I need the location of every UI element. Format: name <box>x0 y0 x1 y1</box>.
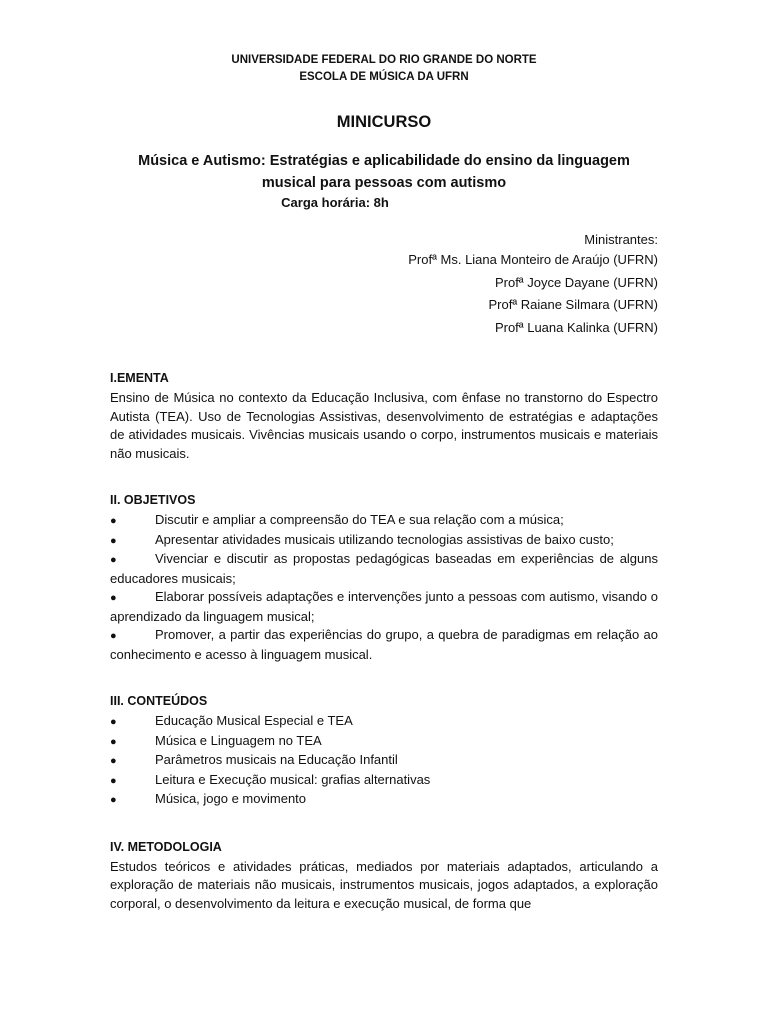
metodologia-heading: IV. METODOLOGIA <box>110 839 222 854</box>
instructors-block <box>110 231 658 339</box>
list-item <box>110 511 658 531</box>
bullet-icon: ● <box>110 554 117 566</box>
list-item-text: Educação Musical Especial e TEA <box>155 713 353 728</box>
list-item-text: Apresentar atividades musicais utilizando tecnologias assistivas de baixo custo; <box>155 531 614 547</box>
conteudos-heading: III. CONTEÚDOS <box>110 694 208 708</box>
instructor-name: Profª Raiane Silmara (UFRN) <box>488 297 658 312</box>
list-item <box>110 712 658 732</box>
school-name: ESCOLA DE MÚSICA DA UFRN <box>299 71 469 83</box>
list-item <box>110 732 658 752</box>
list-item-text: Leitura e Execução musical: grafias alternativas <box>155 771 431 787</box>
university-name: UNIVERSIDADE FEDERAL DO RIO GRANDE DO NORTE <box>231 54 537 66</box>
instructors-heading: Ministrantes: <box>584 232 658 247</box>
bullet-icon: ● <box>110 774 117 787</box>
bullet-icon: ● <box>110 755 117 767</box>
list-item <box>110 771 658 791</box>
metodologia-text: Estudos teóricos e atividades práticas, mediados por materiais adaptados, articulando a exploração de materiais não musicais, instrumentos musicais, jogos adaptados, a exploração corporal, o desenvolvimento da leitura e execução musical, de forma que <box>110 858 658 911</box>
list-item <box>110 626 658 664</box>
list-item <box>110 531 658 551</box>
bullet-icon: ● <box>110 794 117 806</box>
list-item-text: Discutir e ampliar a compreensão do TEA e sua relação com a música; <box>155 512 564 527</box>
bullet-icon: ● <box>110 534 117 547</box>
bullet-icon: ● <box>110 515 117 527</box>
document-title: MINICURSO <box>336 113 432 131</box>
list-item <box>110 790 658 810</box>
list-item-text: Vivenciar e discutir as propostas pedagógicas baseadas em experiências de alguns educadores musicais; <box>110 551 658 586</box>
ementa-text: Ensino de Música no contexto da Educação Inclusiva, com ênfase no transtorno do Espectro Autista (TEA). Uso de Tecnologias Assistivas, desenvolvimento de estratégias e adaptações de atividades musicais. Vivências musicais usando o corpo, instrumentos musicais e materiais não musicais. <box>110 390 658 461</box>
workload: Carga horária: 8h <box>281 195 389 210</box>
instructor-name: Profª Ms. Liana Monteiro de Araújo (UFRN) <box>408 252 658 267</box>
subtitle-line-2: musical para pessoas com autismo <box>261 175 507 191</box>
list-item-text: Promover, a partir das experiências do grupo, a quebra de paradigmas em relação ao conhecimento e acesso à linguagem musical. <box>110 627 658 662</box>
document-page <box>110 52 658 913</box>
course-subtitle <box>110 150 658 194</box>
list-item-text: Música e Linguagem no TEA <box>155 732 322 748</box>
bullet-icon: ● <box>110 592 117 604</box>
subtitle-line-1: Música e Autismo: Estratégias e aplicabilidade do ensino da linguagem <box>138 153 630 169</box>
bullet-icon: ● <box>110 716 117 728</box>
ementa-heading: I.EMENTA <box>110 371 169 385</box>
instructor-name: Profª Luana Kalinka (UFRN) <box>494 319 658 335</box>
list-item <box>110 751 658 771</box>
list-item <box>110 550 658 588</box>
instructor-name: Profª Joyce Dayane (UFRN) <box>494 274 658 290</box>
list-item-text: Parâmetros musicais na Educação Infantil <box>155 752 398 767</box>
list-item <box>110 588 658 626</box>
objetivos-heading: II. OBJETIVOS <box>110 493 196 507</box>
objetivos-list <box>110 511 658 664</box>
bullet-icon: ● <box>110 735 117 748</box>
list-item-text: Elaborar possíveis adaptações e intervenções junto a pessoas com autismo, visando o aprendizado da linguagem musical; <box>110 589 658 624</box>
conteudos-list <box>110 712 658 810</box>
list-item-text: Música, jogo e movimento <box>155 791 307 806</box>
bullet-icon: ● <box>110 630 117 642</box>
